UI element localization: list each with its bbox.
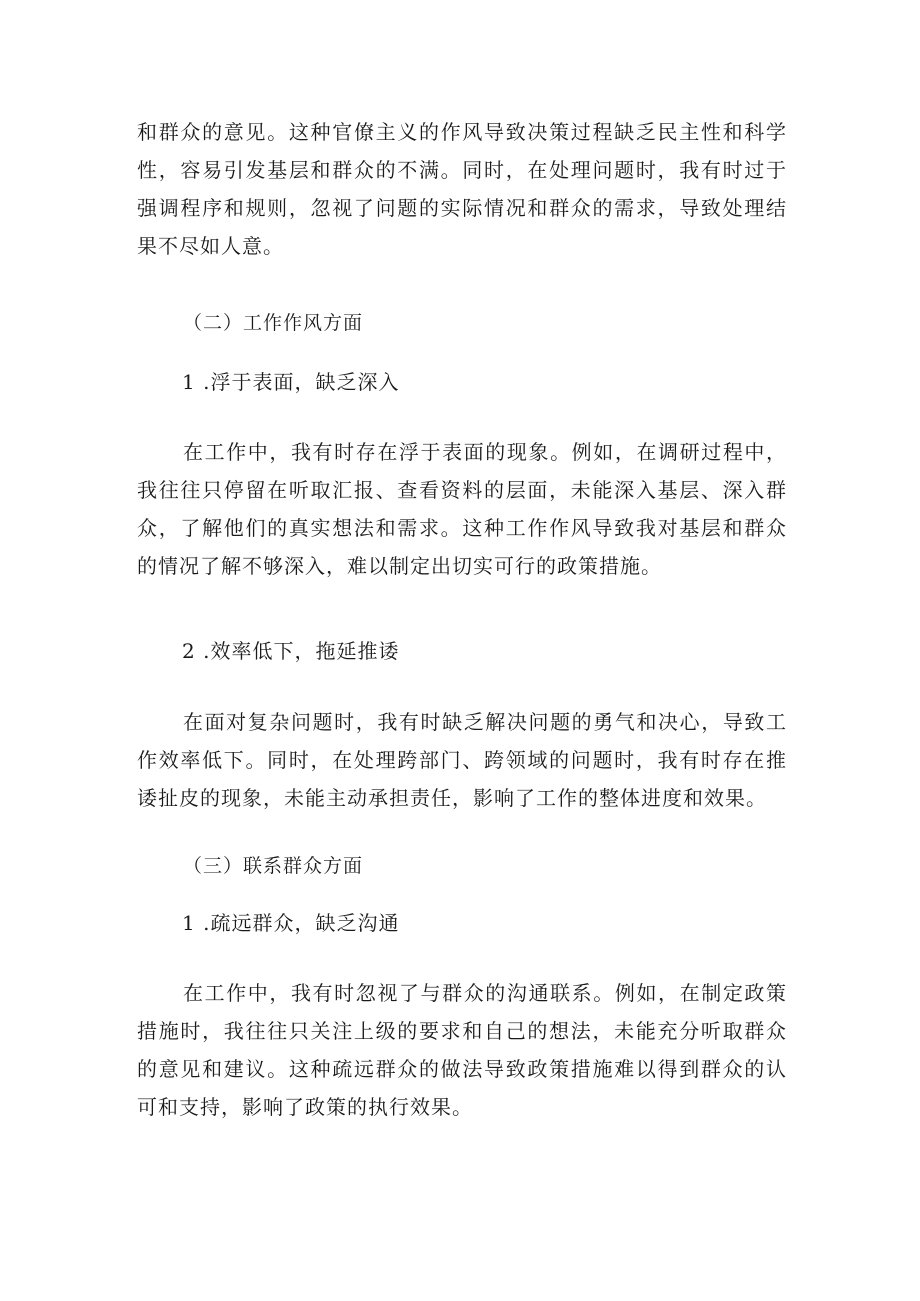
paragraph-continued: 和群众的意见。这种官僚主义的作风导致决策过程缺乏民主性和科学性，容易引发基层和群众的不满。同时，在处理问题时，我有时过于强调程序和规则，忽视了问题的实际情况和群众的需求，导致处理结果不尽如人意。 <box>137 120 787 258</box>
item-heading-inefficiency: 2 .效率低下，拖延推诿 <box>182 639 400 663</box>
section-heading-mass-contact: （三）联系群众方面 <box>183 855 364 877</box>
item-heading-superficial: 1 .浮于表面，缺乏深入 <box>182 370 400 394</box>
paragraph-inefficiency: 在面对复杂问题时，我有时缺乏解决问题的勇气和决心，导致工作效率低下。同时，在处理跨部门、跨领域的问题时，我有时存在推诿扯皮的现象，未能主动承担责任，影响了工作的整体进度和效果。 <box>137 710 787 810</box>
section-heading-work-style: （二）工作作风方面 <box>183 312 364 334</box>
paragraph-superficial: 在工作中，我有时存在浮于表面的现象。例如，在调研过程中，我往往只停留在听取汇报、查看资料的层面，未能深入基层、深入群众，了解他们的真实想法和需求。这种工作作风导致我对基层和群众的情况了解不够深入，难以制定出切实可行的政策措施。 <box>137 440 787 578</box>
paragraph-distance-from-masses: 在工作中，我有时忽视了与群众的沟通联系。例如，在制定政策措施时，我往往只关注上级的要求和自己的想法，未能充分听取群众的意见和建议。这种疏远群众的做法导致政策措施难以得到群众的认可和支持，影响了政策的执行效果。 <box>137 981 787 1119</box>
item-heading-distance-from-masses: 1 .疏远群众，缺乏沟通 <box>182 911 400 935</box>
